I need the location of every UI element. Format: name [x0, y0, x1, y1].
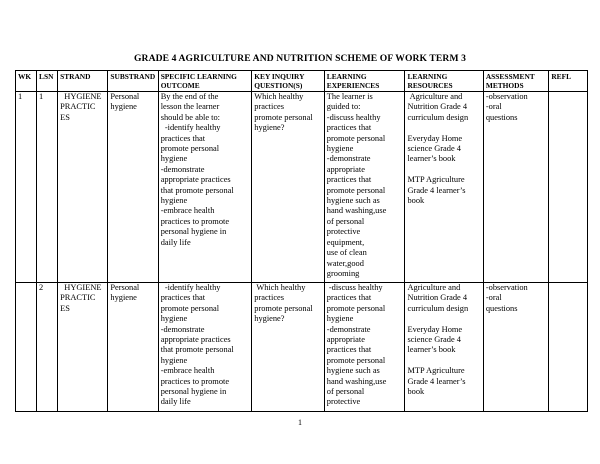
- table-row: [16, 92, 588, 283]
- cell-strand: [58, 283, 108, 412]
- cell-text-line: protective: [326, 227, 361, 237]
- header-learning-resources: [405, 71, 483, 92]
- cell-text-line: LEARNING: [326, 72, 367, 81]
- cell-text-line: Everyday Home: [407, 324, 463, 334]
- cell-text-line: The learner is: [326, 92, 373, 101]
- cell-text-line: hygiene such as: [326, 366, 380, 376]
- cell-text-line: Which healthy: [254, 92, 304, 101]
- header-assessment-methods: [483, 71, 549, 92]
- cell-text-line: [551, 283, 585, 293]
- cell-text-line: hygiene?: [254, 123, 285, 133]
- cell-text-line: HYGIENE: [60, 92, 102, 101]
- cell-text-line: -demonstrate: [160, 324, 205, 334]
- cell-text-line: appropriate practices: [160, 335, 231, 345]
- cell-text-line: -oral: [485, 293, 502, 303]
- cell-lesson: [37, 283, 58, 412]
- cell-text-line: water,good: [326, 258, 364, 268]
- cell-text-line: hygiene: [110, 293, 137, 303]
- cell-text-line: curriculum design: [407, 112, 469, 122]
- header-wk: [16, 71, 37, 92]
- cell-text-line: -identify healthy: [160, 283, 221, 292]
- cell-assessment-methods: [483, 283, 549, 412]
- cell-text-line: learner’s book: [407, 154, 456, 164]
- cell-text-line: appropriate: [326, 335, 365, 345]
- cell-text-line: practices: [254, 293, 285, 303]
- cell-text-line: MTP Agriculture: [407, 366, 465, 376]
- cell-text-line: 1: [39, 92, 44, 101]
- cell-text-line: REFL: [551, 72, 572, 81]
- cell-assessment-methods: [483, 92, 549, 283]
- cell-text-line: book: [407, 387, 425, 397]
- header-strand: [58, 71, 108, 92]
- cell-text-line: SUBSTRAND: [110, 72, 156, 81]
- cell-text-line: promote personal: [326, 303, 386, 313]
- cell-text-line: practices that: [326, 175, 372, 185]
- cell-substrand: [108, 283, 158, 412]
- cell-text-line: daily life: [160, 397, 191, 407]
- cell-text-line: of personal: [326, 387, 365, 397]
- cell-text-line: use of clean: [326, 248, 367, 258]
- cell-text-line: -identify healthy: [160, 123, 221, 133]
- cell-text-line: -observation: [485, 283, 528, 292]
- cell-text-line: that promote personal: [160, 345, 234, 355]
- cell-reflection: [549, 92, 588, 283]
- cell-text-line: Nutrition Grade 4: [407, 293, 468, 303]
- cell-text-line: [551, 92, 585, 102]
- header-learning-experiences: [324, 71, 405, 92]
- cell-week: [16, 283, 37, 412]
- cell-text-line: QUESTION(S): [254, 81, 303, 90]
- cell-text-line: RESOURCES: [407, 81, 453, 90]
- cell-text-line: METHODS: [485, 81, 524, 90]
- cell-text-line: Personal: [110, 92, 140, 101]
- cell-text-line: practices that: [326, 123, 372, 133]
- cell-text-line: -demonstrate: [160, 164, 205, 174]
- cell-text-line: equipment,: [326, 237, 365, 247]
- cell-text-line: practices that: [160, 293, 206, 303]
- table-header-row: [16, 71, 588, 92]
- cell-text-line: personal hygiene in: [160, 387, 227, 397]
- cell-text-line: practices that: [326, 293, 372, 303]
- cell-text-line: hygiene: [326, 314, 354, 324]
- cell-text-line: hand washing,use: [326, 376, 387, 386]
- cell-text-line: [407, 165, 480, 175]
- cell-text-line: Personal: [110, 283, 140, 292]
- cell-text-line: Agriculture and: [407, 92, 463, 101]
- cell-learning-experiences: [324, 283, 405, 412]
- cell-text-line: -embrace health: [160, 366, 215, 376]
- cell-text-line: -observation: [485, 92, 528, 101]
- cell-text-line: questions: [485, 303, 518, 313]
- page-number: 1: [298, 418, 302, 427]
- cell-learning-resources: [405, 92, 483, 283]
- cell-text-line: -discuss healthy: [326, 112, 381, 122]
- cell-text-line: 2: [39, 283, 44, 292]
- cell-text-line: PRACTIC: [60, 293, 96, 303]
- cell-text-line: learner’s book: [407, 345, 456, 355]
- cell-week: [16, 92, 37, 283]
- cell-text-line: science Grade 4: [407, 335, 461, 345]
- cell-text-line: EXPERIENCES: [326, 81, 380, 90]
- cell-text-line: hygiene: [160, 355, 188, 365]
- cell-text-line: [407, 314, 480, 324]
- cell-text-line: STRAND: [60, 72, 91, 81]
- cell-learning-resources: [405, 283, 483, 412]
- scheme-of-work-table: [15, 70, 588, 412]
- cell-text-line: book: [407, 196, 425, 206]
- cell-text-line: personal hygiene in: [160, 227, 227, 237]
- header-key-inquiry-questions: [252, 71, 325, 92]
- cell-text-line: 1: [18, 92, 23, 101]
- cell-learning-outcome: [158, 283, 252, 412]
- cell-text-line: science Grade 4: [407, 144, 461, 154]
- cell-text-line: practices: [254, 102, 285, 112]
- cell-text-line: questions: [485, 112, 518, 122]
- cell-text-line: ES: [60, 112, 70, 122]
- cell-text-line: promote personal: [160, 303, 220, 313]
- cell-text-line: promote personal: [326, 355, 386, 365]
- cell-text-line: hygiene: [326, 144, 354, 154]
- cell-text-line: ASSESSMENT: [485, 72, 535, 81]
- cell-reflection: [549, 283, 588, 412]
- cell-text-line: curriculum design: [407, 303, 469, 313]
- cell-text-line: hygiene: [160, 154, 188, 164]
- cell-text-line: OUTCOME: [160, 81, 200, 90]
- cell-inquiry-question: [252, 283, 325, 412]
- cell-text-line: SPECIFIC LEARNING: [160, 72, 237, 81]
- cell-text-line: -demonstrate: [326, 324, 371, 334]
- cell-text-line: -embrace health: [160, 206, 215, 216]
- cell-text-line: [407, 356, 480, 366]
- cell-text-line: that promote personal: [160, 185, 234, 195]
- cell-text-line: KEY INQUIRY: [254, 72, 305, 81]
- cell-text-line: guided to:: [326, 102, 361, 112]
- document-title: GRADE 4 AGRICULTURE AND NUTRITION SCHEME OF WORK TERM 3: [134, 53, 466, 64]
- table-row: [16, 283, 588, 412]
- cell-learning-outcome: [158, 92, 252, 283]
- cell-text-line: promote personal: [326, 185, 386, 195]
- cell-text-line: hygiene: [160, 314, 188, 324]
- cell-text-line: promote personal: [160, 144, 220, 154]
- cell-text-line: LEARNING: [407, 72, 448, 81]
- cell-text-line: protective: [326, 397, 361, 407]
- header-reflection: [549, 71, 588, 92]
- cell-text-line: hygiene: [160, 196, 188, 206]
- cell-text-line: [18, 283, 34, 293]
- cell-text-line: Nutrition Grade 4: [407, 102, 468, 112]
- header-lsn: [37, 71, 58, 92]
- cell-learning-experiences: [324, 92, 405, 283]
- cell-text-line: Everyday Home: [407, 133, 463, 143]
- cell-text-line: promote personal: [254, 303, 313, 313]
- cell-text-line: HYGIENE: [60, 283, 102, 292]
- cell-text-line: Which healthy: [254, 283, 306, 292]
- cell-substrand: [108, 92, 158, 283]
- cell-text-line: practices that: [160, 133, 206, 143]
- header-substrand: [108, 71, 158, 92]
- header-specific-learning-outcome: [158, 71, 252, 92]
- cell-text-line: daily life: [160, 237, 191, 247]
- cell-text-line: WK: [18, 72, 32, 81]
- cell-text-line: hygiene: [110, 102, 137, 112]
- cell-text-line: Agriculture and: [407, 283, 461, 292]
- cell-text-line: hygiene such as: [326, 196, 380, 206]
- cell-text-line: PRACTIC: [60, 102, 96, 112]
- cell-text-line: practices that: [326, 345, 372, 355]
- cell-strand: [58, 92, 108, 283]
- cell-text-line: of personal: [326, 216, 365, 226]
- cell-text-line: appropriate: [326, 164, 365, 174]
- cell-text-line: -demonstrate: [326, 154, 371, 164]
- cell-text-line: practices to promote: [160, 216, 230, 226]
- cell-text-line: Grade 4 learner’s: [407, 376, 466, 386]
- cell-text-line: should be able to:: [160, 112, 220, 122]
- cell-lesson: [37, 92, 58, 283]
- cell-text-line: MTP Agriculture: [407, 175, 465, 185]
- cell-text-line: -discuss healthy: [326, 283, 383, 292]
- cell-text-line: By the end of the: [160, 92, 219, 101]
- cell-text-line: practices to promote: [160, 376, 230, 386]
- cell-inquiry-question: [252, 92, 325, 283]
- cell-text-line: lesson the learner: [160, 102, 220, 112]
- cell-text-line: -oral: [485, 102, 502, 112]
- cell-text-line: promote personal: [326, 133, 386, 143]
- cell-text-line: promote personal: [254, 112, 313, 122]
- cell-text-line: LSN: [39, 72, 54, 81]
- cell-text-line: [407, 123, 480, 133]
- cell-text-line: Grade 4 learner’s: [407, 185, 466, 195]
- cell-text-line: hygiene?: [254, 314, 285, 324]
- cell-text-line: appropriate practices: [160, 175, 231, 185]
- cell-text-line: ES: [60, 303, 70, 313]
- cell-text-line: grooming: [326, 268, 360, 278]
- cell-text-line: hand washing,use: [326, 206, 387, 216]
